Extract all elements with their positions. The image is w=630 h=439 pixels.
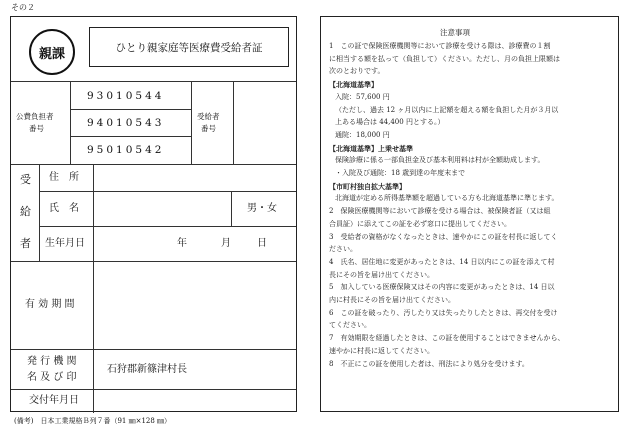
issuer-label-2: 名 及 び 印 xyxy=(27,372,77,383)
issue-date-label: 交付年月日 xyxy=(29,395,79,406)
payer-number-1: 93010544 xyxy=(87,90,165,102)
notes-line: 長にその旨を届け出てください。 xyxy=(329,270,434,279)
payer-number-label-1: 公費負担者 xyxy=(16,112,54,121)
recipient-card xyxy=(10,16,297,412)
birth-year-unit: 年 xyxy=(177,238,187,249)
payer-number-3: 95010542 xyxy=(87,144,165,156)
notes-panel xyxy=(320,16,619,412)
validity-label: 有 効 期 間 xyxy=(25,299,75,310)
notes-line: 内に村長にその旨を届け出てください。 xyxy=(329,296,455,304)
birthdate-label: 生年月日 xyxy=(45,238,85,249)
notes-line: 北海道が定める所得基準額を超過している方も北海道基準に準じます。 xyxy=(335,194,559,203)
notes-line: 6 この証を破ったり、汚したり又は失ったりしたときは、再交付を受け xyxy=(329,308,558,317)
notes-line: 次のとおりです。 xyxy=(329,67,385,76)
notes-line: 速やかに村長に返してください。 xyxy=(329,346,434,355)
page-label: その２ xyxy=(11,3,35,12)
notes-title: 注意事項 xyxy=(440,28,470,37)
notes-line: 4 氏名、居住地に変更があったときは、14 日以内にこの証を添えて村 xyxy=(329,257,555,266)
notes-line: 合員証）に添えてこの証を必ず窓口に提出してください。 xyxy=(329,219,511,228)
notes-line: 通院：18,000 円 xyxy=(335,130,390,139)
notes-line: ・入院及び通院：18 歳到達の年度末まで xyxy=(335,169,466,177)
notes-line: 2 保険医療機関等において診療を受ける場合は、被保険者証（又は組 xyxy=(329,207,551,216)
notes-line: 7 有効期限を経過したときは、この証を使用することはできませんから、 xyxy=(329,334,565,343)
notes-line: 【北海道基準】 xyxy=(329,80,378,90)
notes-line: 5 加入している医療保険又はその内容に変更があったときは、14 日以 xyxy=(329,283,555,292)
name-label: 氏 名 xyxy=(49,203,79,214)
issuer-label-1: 発 行 機 関 xyxy=(27,356,77,367)
payer-number-label-2: 番号 xyxy=(29,124,44,133)
card-title: ひとり親家庭等医療費受給者証 xyxy=(89,27,289,67)
notes-line: 1 この証で保険医療機関等において診療を受ける際は、診療費の１割 xyxy=(329,42,551,50)
recipient-char-ju: 受 xyxy=(20,173,31,186)
notes-line: ださい。 xyxy=(329,245,357,254)
recipient-number-label-1: 受給者 xyxy=(197,112,220,121)
notes-line: （ただし、過去 12 ヶ月以内に上記額を超える額を負担した月が３月以 xyxy=(335,105,559,114)
notes-line: てください。 xyxy=(329,321,371,330)
sex-options: 男・女 xyxy=(247,203,277,214)
recipient-number-label-2: 番号 xyxy=(201,124,216,133)
birth-day-unit: 日 xyxy=(257,238,267,249)
recipient-char-sha: 者 xyxy=(20,237,31,250)
notes-line: 保険診療に係る一部負担金及び基本利用料は村が全額助成します。 xyxy=(335,156,545,165)
payer-number-2: 94010543 xyxy=(87,117,165,129)
notes-line: 【市町村独自拡大基準】 xyxy=(329,181,406,191)
notes-line: 【北海道基準】上乗せ基準 xyxy=(329,143,413,153)
address-label: 住 所 xyxy=(49,172,79,183)
notes-line: 上ある場合は 44,400 円とする。） xyxy=(335,118,445,127)
notes-line: 入院：57,600 円 xyxy=(335,92,390,101)
footnote: (備考) 日本工業規格Ｂ列７番（91 ㎜×128 ㎜） xyxy=(14,417,172,425)
notes-line: に相当する額を払って（負担して）ください。ただし、月の負担上限額は xyxy=(329,54,560,63)
issuer-value: 石狩郡新篠津村長 xyxy=(107,364,187,375)
department-seal: 親課 xyxy=(29,29,75,75)
birth-month-unit: 月 xyxy=(221,238,231,249)
notes-line: 8 不正にこの証を使用した者は、刑法により処分を受けます。 xyxy=(329,359,529,368)
recipient-char-kyu: 給 xyxy=(20,205,31,218)
notes-line: 3 受給者の資格がなくなったときは、速やかにこの証を村長に返してく xyxy=(329,232,558,241)
